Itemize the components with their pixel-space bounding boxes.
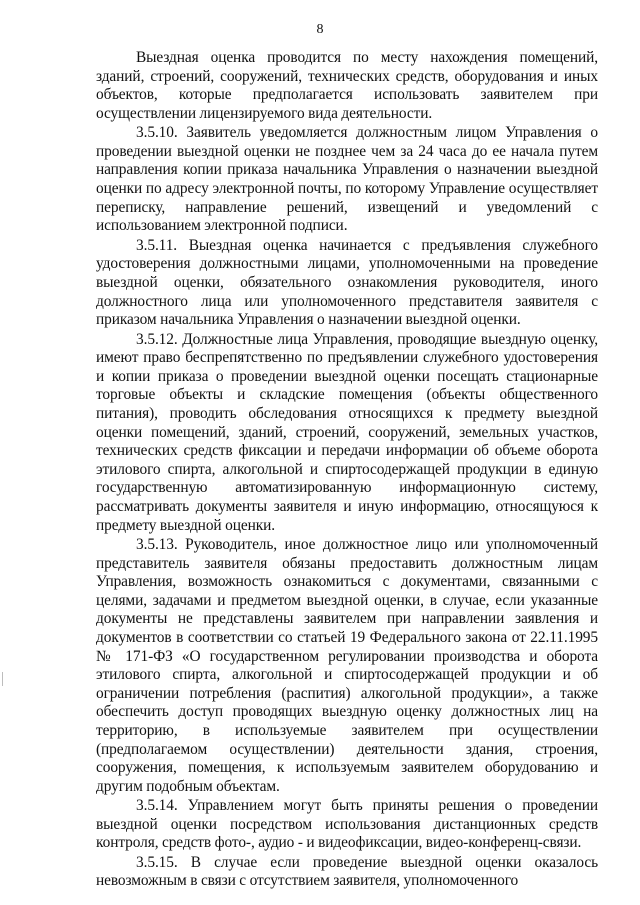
paragraph-3-5-10: 3.5.10. Заявитель уведомляется должностным лицом Управления о проведении выездной оценки не позднее чем за 24 часа до ее начала путем направления копии приказа начальника Управления о назначении выездной оценки по адресу электронной почты, по которому Управление осуществляет переписку, направление решений, извещений и уведомлений с использованием электронной подписи. xyxy=(96,124,598,235)
page-number: 8 xyxy=(316,22,324,37)
paragraph-site-assessment-location: Выездная оценка проводится по месту нахождения помещений, зданий, строений, сооружений, технических средств, оборудования и иных объектов, которые предполагается использовать заявителем при осуществлении лицензируемого вида деятельности. xyxy=(96,49,598,122)
paragraph-3-5-11: 3.5.11. Выездная оценка начинается с предъявления служебного удостоверения должностными лицами, уполномоченными на проведение выездной оценки, обязательного ознакомления руководителя, иного должностного лица или уполномоченного представителя заявителя с приказом начальника Управления о назначении выездной оценки. xyxy=(96,236,598,329)
paragraph-3-5-12: 3.5.12. Должностные лица Управления, проводящие выездную оценку, имеют право беспрепятственно по предъявлении служебного удостоверения и копии приказа о проведении выездной оценки посещать стационарные торговые объекты и складские помещения (объекты общественного питания), проводить обследования относящихся к предмету выездной оценки помещений, зданий, строений, сооружений, земельных участков, технических средств фиксации и передачи информации об объеме оборота этилового спирта, алкогольной и спиртосодержащей продукции в единую государственную автоматизированную информационную систему, рассматривать документы заявителя и иную информацию, относящуюся к предмету выездной оценки. xyxy=(96,330,598,534)
scan-margin-mark xyxy=(2,672,3,686)
paragraph-3-5-15: 3.5.15. В случае если проведение выездной оценки оказалось невозможным в связи с отсутствием заявителя, уполномоченного xyxy=(96,853,598,890)
paragraph-3-5-13: 3.5.13. Руководитель, иное должностное лицо или уполномоченный представитель заявителя обязаны предоставить должностным лицам Управления, возможность ознакомиться с документами, связанными с целями, задачами и предметом выездной оценки, в случае, если указанные документы не представлены заявителем при направлении заявления и документов в соответствии со статьей 19 Федерального закона от 22.11.1995 № 171-ФЗ «О государственном регулировании производства и оборота этилового спирта, алкогольной и спиртосодержащей продукции и об ограничении потребления (распития) алкогольной продукции», а также обеспечить доступ проводящих выездную оценку должностных лиц на территорию, в используемые заявителем при осуществлении (предполагаемом осуществлении) деятельности здания, строения, сооружения, помещения, к используемым заявителем оборудованию и другим подобным объектам. xyxy=(96,536,598,795)
document-body xyxy=(96,49,598,891)
paragraph-3-5-14: 3.5.14. Управлением могут быть приняты решения о проведении выездной оценки посредством использования дистанционных средств контроля, средств фото-, аудио - и видеофиксации, видео-конференц-связи. xyxy=(96,797,598,852)
